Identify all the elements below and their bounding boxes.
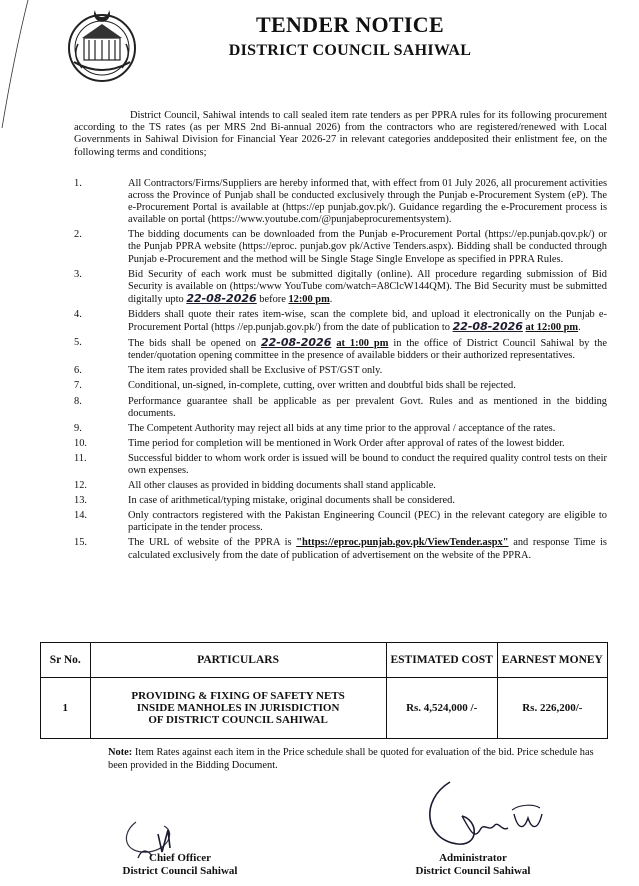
clause-number: 12.: [74, 480, 87, 492]
clause-text: Time period for completion will be mentioned in Work Order after approval of rates of the lowest bidder.: [128, 437, 565, 449]
clause-number: 2.: [74, 229, 82, 241]
clause-2: [74, 229, 607, 265]
note-label: Note:: [108, 747, 133, 758]
clause-text: [128, 337, 607, 362]
clause-number: 14.: [74, 510, 87, 522]
administrator-org: District Council Sahiwal: [415, 865, 531, 877]
clause-6: [74, 365, 607, 377]
handwritten-date: 22-08-2026: [186, 291, 257, 305]
deadline-time: 12:00 pm: [288, 293, 330, 305]
clause-text-part: The URL of website of the PPRA is: [128, 537, 292, 549]
clause-15: [74, 537, 607, 561]
clause-text: [128, 537, 607, 561]
header-particulars: PARTICULARS: [90, 643, 386, 678]
clause-text-part: in the office of District Council Sahiwal by the tender/quotation opening committee in the presence of available bidders or their authorized representatives.: [128, 338, 607, 362]
clause-number: 7.: [74, 380, 82, 392]
chief-officer-title: Chief Officer: [149, 852, 211, 864]
clause-4: [74, 309, 607, 334]
clause-text: The Competent Authority may reject all bids at any time prior to the approval / acceptance of the rates.: [128, 422, 556, 434]
note-text: Item Rates against each item in the Price schedule shall be quoted for evaluation of the bid. Price schedule has been provided in the Bidding Document.: [108, 747, 594, 771]
clause-number: 4.: [74, 308, 82, 320]
clause-text: Successful bidder to whom work order is issued will be bound to conduct the required quality control tests on their own expenses.: [128, 452, 607, 476]
clause-text: The bidding documents can be downloaded from the Punjab e-Procurement Portal (https://ep.punjab.qov.pk/) or the Punjab PPRA website (https://eproc. punjab.gov pk/Active Tenders.aspx). Bidding shall be conducted through Punjab e-Procurement and the method will be Single Stage Single Envelope as specified in PPRA Rules.: [128, 229, 607, 265]
ppra-url-link[interactable]: "https://eproc.punjab.gov.pk/ViewTender.aspx": [296, 537, 509, 549]
clause-text: Conditional, un-signed, in-complete, cutting, over written and doubtful bids shall be rejected.: [128, 380, 516, 392]
chief-officer-org: District Council Sahiwal: [122, 865, 238, 877]
header-earnest-money: EARNEST MONEY: [497, 643, 607, 678]
tender-items-table: [40, 642, 608, 739]
administrator-title: Administrator: [439, 852, 507, 864]
clause-text: Performance guarantee shall be applicable as per prevalent Govt. Rules and as mentioned in the bidding documents.: [128, 395, 607, 419]
clause-text-part: before: [259, 293, 286, 305]
clause-12: [74, 480, 607, 492]
clause-number: 9.: [74, 422, 82, 434]
notice-subtitle: DISTRICT COUNCIL SAHIWAL: [228, 42, 472, 59]
cell-earnest-money: Rs. 226,200/-: [497, 678, 607, 739]
cell-estimated-cost: Rs. 4,524,000 /-: [386, 678, 497, 739]
clause-text: [128, 309, 607, 334]
handwritten-date: 22-08-2026: [452, 320, 523, 334]
clause-text: In case of arithmetical/typing mistake, original documents shall be considered.: [128, 495, 455, 507]
clause-7: [74, 380, 607, 392]
clause-9: [74, 423, 607, 435]
clause-number: 15.: [74, 537, 87, 549]
chief-officer-block: [110, 852, 250, 878]
header-sr-no: Sr No.: [41, 643, 91, 678]
clause-13: [74, 495, 607, 507]
clause-text-part: and response Time is calculated exclusively from the date of publication of advertisement on the website of the PPRA.: [128, 537, 607, 561]
clause-number: 5.: [74, 337, 82, 349]
note-paragraph: [108, 746, 608, 772]
stray-line: [0, 0, 40, 130]
clause-10: [74, 438, 607, 450]
clause-text-part: Bidders shall quote their rates item-wise, scan the complete bid, and upload it electronically on the Punjab e-Procurement Portal (https //ep.punjab.gov.pk/) from the date of publication to: [128, 308, 607, 334]
administrator-signature: [400, 770, 580, 860]
clause-14: [74, 510, 607, 534]
cell-particulars: PROVIDING & FIXING OF SAFETY NETS INSIDE MANHOLES IN JURISDICTION OF DISTRICT COUNCIL SAHIWAL: [90, 678, 386, 739]
clause-text-part: .: [578, 322, 581, 334]
clause-8: [74, 396, 607, 420]
clause-text-part: Bid Security of each work must be submitted digitally (online). All procedure regarding submission of Bid Security is available on (https:/www YouTube com/watch=A8ClcW144QM). The Bid Security must be submitted digitally upto: [128, 268, 607, 305]
notice-title: TENDER NOTICE: [256, 12, 444, 37]
clause-3: [74, 269, 607, 306]
clause-number: 10.: [74, 437, 87, 449]
clause-text: [128, 269, 607, 306]
clause-number: 3.: [74, 268, 82, 280]
clause-5: [74, 337, 607, 362]
clause-text-part: .: [329, 293, 333, 305]
administrator-block: [398, 852, 548, 878]
clause-number: 1.: [74, 178, 82, 189]
clause-number: 13.: [74, 495, 87, 507]
clause-number: 11.: [74, 452, 87, 464]
header-estimated-cost: ESTIMATED COST: [386, 643, 497, 678]
intro-paragraph: District Council, Sahiwal intends to call sealed item rate tenders as per PPRA rules for its following procurement according to the TS rates (as per MRS 2nd Bi-annual 2026) from the contractors who are registered/renewed with Local Governments in Sahiwal Division for Financial Year 2026-27 in relevant categories anddeposited their enlistment fee, on the following terms and conditions;: [74, 110, 607, 158]
clause-text: Only contractors registered with the Pakistan Engineering Council (PEC) in the relevant category are eligible to participate in the tender process.: [128, 510, 607, 534]
clause-11: [74, 453, 607, 477]
clause-text: The item rates provided shall be Exclusive of PST/GST only.: [128, 365, 383, 377]
terms-list: [74, 178, 607, 565]
government-emblem-logo: [60, 4, 144, 84]
cell-sr-no: 1: [41, 678, 91, 739]
handwritten-date: 22-08-2026: [261, 336, 332, 350]
clause-text: All Contractors/Firms/Suppliers are hereby informed that, with effect from 01 July 2026, all procurement activities across the Province of Punjab shall be conducted exclusively through the Punjab e-Procurement System (eP). The e-Procurement Portal is available at (https://ep punjab.gov.pk/). Guidance regarding the e-Procurement process is available on portal (https://www.youtube.com/@punjabeprocurementsystem).: [128, 178, 607, 226]
deadline-time: at 12:00 pm: [525, 322, 579, 334]
opening-time: at 1:00 pm: [336, 338, 389, 350]
clause-number: 8.: [74, 395, 82, 407]
table-row: [41, 678, 608, 739]
clause-text-part: The bids shall be opened on: [128, 338, 257, 350]
table-header-row: [41, 643, 608, 678]
clause-number: 6.: [74, 365, 82, 377]
clause-text: All other clauses as provided in bidding documents shall stand applicable.: [128, 480, 436, 492]
clause-1: [74, 178, 607, 226]
